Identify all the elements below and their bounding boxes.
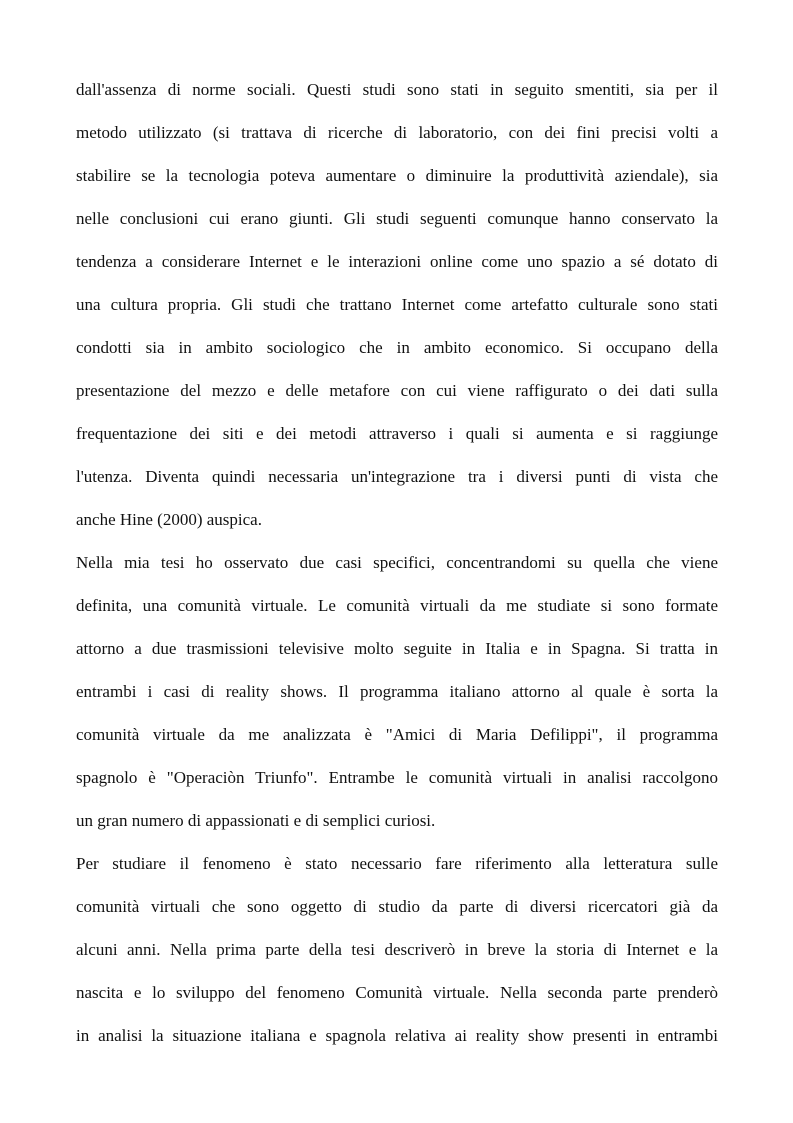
text-line: definita, una comunità virtuale. Le comunità virtuali da me studiate si sono formate (76, 596, 718, 615)
text-line: stabilire se la tecnologia poteva aumentare o diminuire la produttività aziendale), sia (76, 166, 718, 185)
body-text (76, 68, 718, 1057)
text-line: nascita e lo sviluppo del fenomeno Comunità virtuale. Nella seconda parte prenderò (76, 983, 718, 1002)
text-line: alcuni anni. Nella prima parte della tesi descriverò in breve la storia di Internet e la (76, 940, 718, 959)
text-line: nelle conclusioni cui erano giunti. Gli studi seguenti comunque hanno conservato la (76, 209, 718, 228)
text-line: comunità virtuali che sono oggetto di studio da parte di diversi ricercatori già da (76, 897, 718, 916)
text-line: tendenza a considerare Internet e le interazioni online come uno spazio a sé dotato di (76, 252, 718, 271)
text-line: Per studiare il fenomeno è stato necessario fare riferimento alla letteratura sulle (76, 854, 718, 873)
text-line: presentazione del mezzo e delle metafore con cui viene raffigurato o dei dati sulla (76, 381, 718, 400)
text-line: una cultura propria. Gli studi che trattano Internet come artefatto culturale sono stati (76, 295, 718, 314)
text-line: comunità virtuale da me analizzata è "Amici di Maria Defilippi", il programma (76, 725, 718, 744)
text-line: un gran numero di appassionati e di semplici curiosi. (76, 811, 436, 830)
text-line: frequentazione dei siti e dei metodi attraverso i quali si aumenta e si raggiunge (76, 424, 718, 443)
text-line: attorno a due trasmissioni televisive molto seguite in Italia e in Spagna. Si tratta in (76, 639, 718, 658)
text-line: spagnolo è "Operaciòn Triunfo". Entrambe le comunità virtuali in analisi raccolgono (76, 768, 718, 787)
text-line: Nella mia tesi ho osservato due casi specifici, concentrandomi su quella che viene (76, 553, 718, 572)
text-line: anche Hine (2000) auspica. (76, 510, 262, 529)
text-line: metodo utilizzato (si trattava di ricerche di laboratorio, con dei fini precisi volti a (76, 123, 718, 142)
text-line: entrambi i casi di reality shows. Il programma italiano attorno al quale è sorta la (76, 682, 718, 701)
text-line: l'utenza. Diventa quindi necessaria un'integrazione tra i diversi punti di vista che (76, 467, 718, 486)
text-line: dall'assenza di norme sociali. Questi studi sono stati in seguito smentiti, sia per il (76, 80, 718, 99)
text-line: in analisi la situazione italiana e spagnola relativa ai reality show presenti in entrambi (76, 1026, 718, 1045)
text-line: condotti sia in ambito sociologico che in ambito economico. Si occupano della (76, 338, 718, 357)
